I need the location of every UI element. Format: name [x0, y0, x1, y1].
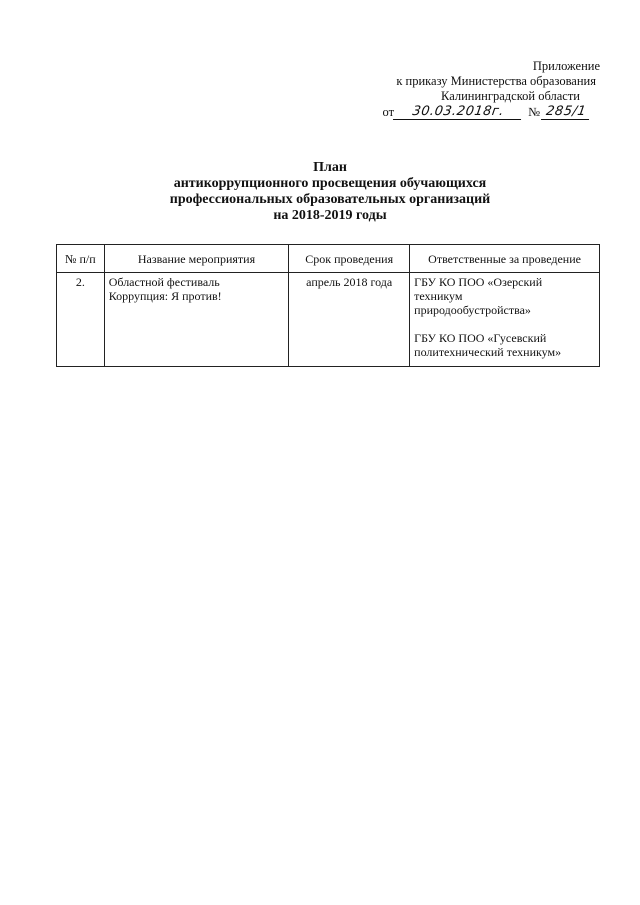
- handwritten-order-date: 30.03.2018г.: [393, 105, 523, 120]
- order-date-number-line: [360, 105, 600, 120]
- cell-responsible: ГБУ КО ПОО «Озерский техникум природообустройства» ГБУ КО ПОО «Гусевский политехнический техникум»: [410, 273, 600, 367]
- date-prefix: от: [382, 105, 395, 119]
- appendix-label: Приложение: [532, 59, 600, 73]
- appendix-header: [360, 59, 600, 120]
- plan-table: [56, 244, 600, 367]
- title-line-3: профессиональных образовательных организаций: [169, 192, 491, 207]
- cell-num: 2.: [57, 273, 105, 367]
- table-header-row: [57, 245, 600, 273]
- header-responsible: Ответственные за проведение: [410, 245, 600, 273]
- header-event-name: Название мероприятия: [104, 245, 289, 273]
- header-date: Срок проведения: [289, 245, 410, 273]
- order-reference: к приказу Министерства образования: [396, 74, 596, 88]
- header-num: № п/п: [57, 245, 105, 273]
- cell-date: апрель 2018 года: [289, 273, 410, 367]
- title-line-2: антикоррупционного просвещения обучающихся: [173, 176, 487, 191]
- region-name: Калининградской области: [441, 89, 580, 103]
- document-title: [60, 160, 600, 224]
- table-row: [57, 273, 600, 367]
- title-line-4: на 2018-2019 годы: [273, 208, 387, 223]
- cell-event-name: Областной фестиваль Коррупция: Я против!: [104, 273, 289, 367]
- handwritten-order-number: 285/1: [541, 105, 591, 120]
- title-line-1: План: [313, 160, 347, 175]
- number-sign: №: [528, 105, 540, 119]
